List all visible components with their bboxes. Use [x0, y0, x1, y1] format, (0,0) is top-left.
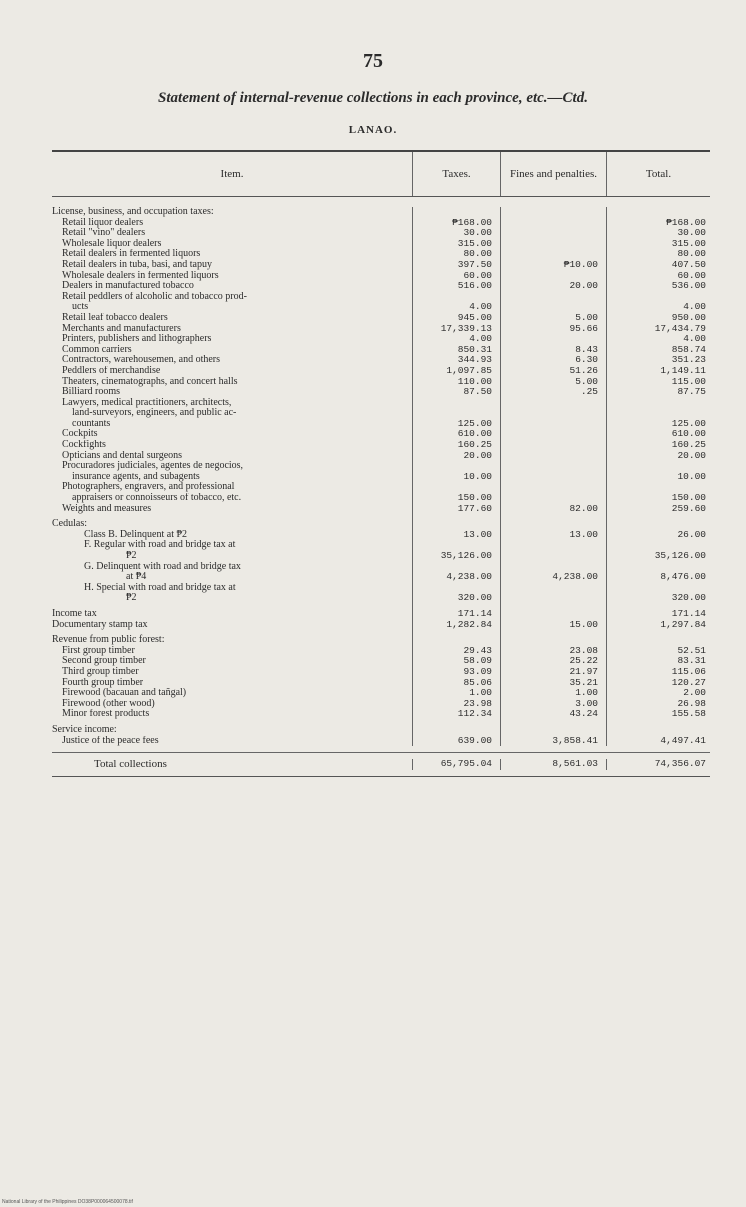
row-fines: 4,238.00: [500, 572, 606, 583]
row-total: [606, 398, 710, 409]
row-fines: 43.24: [500, 709, 606, 720]
row-item: Retail dealers in tuba, basi, and tapuy: [62, 259, 212, 270]
row-taxes: [412, 630, 500, 646]
row-taxes: 1,097.85: [412, 366, 500, 377]
row-taxes: 93.09: [412, 667, 500, 678]
table-header: [52, 152, 710, 197]
row-total: 125.00: [606, 419, 710, 430]
row-fines: 13.00: [500, 530, 606, 541]
table-row: [52, 709, 710, 720]
total-label: Total collections: [94, 759, 167, 770]
table-row: [52, 514, 710, 530]
row-taxes: 610.00: [412, 429, 500, 440]
row-fines: [500, 207, 606, 218]
row-total: 35,126.00: [606, 551, 710, 562]
row-item: Class B. Delinquent at ₱2: [84, 529, 188, 540]
table-row: [52, 313, 710, 324]
table-row: [52, 292, 710, 303]
row-fines: [500, 228, 606, 239]
total-fines: 8,561.03: [500, 759, 606, 770]
row-fines: [500, 593, 606, 604]
row-item: Wholesale dealers in fermented liquors: [62, 270, 219, 281]
row-fines: [500, 451, 606, 462]
row-taxes: 112.34: [412, 709, 500, 720]
table-body: [52, 197, 710, 746]
row-item: Retail dealers in fermented liquors: [62, 249, 201, 260]
row-taxes: [412, 720, 500, 736]
row-total: 20.00: [606, 451, 710, 462]
row-taxes: 1.00: [412, 688, 500, 699]
row-item: G. Delinquent with road and bridge tax: [84, 561, 241, 572]
row-fines: 3,858.41: [500, 736, 606, 747]
table-row: [52, 620, 710, 631]
table-row: [52, 482, 710, 493]
row-item: Cockfights: [62, 440, 106, 451]
row-fines: 95.66: [500, 324, 606, 335]
row-item: Fourth group timber: [62, 677, 144, 688]
row-total: 2.00: [606, 688, 710, 699]
row-taxes: 1,282.84: [412, 620, 500, 631]
row-item: Retail peddlers of alcoholic and tobacco prod-: [62, 291, 247, 302]
table-row: [52, 249, 710, 260]
row-item: Revenue from public forest:: [52, 634, 165, 646]
row-fines: [500, 630, 606, 646]
row-item: Retail leaf tobacco dealers: [62, 312, 168, 323]
row-item: Dealers in manufactured tobacco: [62, 281, 194, 292]
row-fines: [500, 218, 606, 229]
row-item: Merchants and manufacturers: [62, 323, 181, 334]
row-total: 30.00: [606, 228, 710, 239]
header-taxes: Taxes.: [412, 152, 500, 196]
header-item: Item.: [220, 168, 244, 180]
row-taxes: 30.00: [412, 228, 500, 239]
row-item: Lawyers, medical practitioners, architects,: [62, 397, 232, 408]
total-total: 74,356.07: [606, 759, 710, 770]
archive-footer: National Library of the Philippines DO38P000064500078.tif: [2, 1199, 133, 1205]
table-row: [52, 630, 710, 646]
table-row: [52, 720, 710, 736]
row-item: ₱2: [126, 593, 137, 604]
row-taxes: 58.09: [412, 656, 500, 667]
row-total: 610.00: [606, 429, 710, 440]
row-taxes: [412, 514, 500, 530]
row-total: 536.00: [606, 281, 710, 292]
row-taxes: 171.14: [412, 604, 500, 620]
table-row: [52, 228, 710, 239]
row-taxes: 160.25: [412, 440, 500, 451]
table-row: [52, 551, 710, 562]
row-taxes: 17,339.13: [412, 324, 500, 335]
row-item: Firewood (other wood): [62, 698, 155, 709]
row-fines: [500, 461, 606, 472]
row-total: ₱168.00: [606, 218, 710, 229]
row-total: 4.00: [606, 302, 710, 313]
row-fines: 5.00: [500, 377, 606, 388]
row-item: Minor forest products: [62, 709, 150, 720]
row-item: ucts: [72, 302, 89, 313]
row-taxes: 516.00: [412, 281, 500, 292]
table-row: [52, 572, 710, 583]
row-item: H. Special with road and bridge tax at: [84, 582, 236, 593]
table-row: [52, 440, 710, 451]
row-taxes: 397.50: [412, 260, 500, 271]
row-taxes: 320.00: [412, 593, 500, 604]
table-row: [52, 260, 710, 271]
table-row: [52, 593, 710, 604]
row-taxes: 23.98: [412, 699, 500, 710]
row-fines: 3.00: [500, 699, 606, 710]
row-taxes: 945.00: [412, 313, 500, 324]
row-fines: 82.00: [500, 504, 606, 515]
row-total: 115.00: [606, 377, 710, 388]
row-fines: [500, 720, 606, 736]
row-fines: [500, 239, 606, 250]
row-fines: 1.00: [500, 688, 606, 699]
row-fines: [500, 398, 606, 409]
row-total: 52.51: [606, 646, 710, 657]
row-item: appraisers or connoisseurs of tobacco, etc.: [72, 493, 242, 504]
table-row: [52, 271, 710, 282]
row-fines: [500, 514, 606, 530]
table-row: [52, 504, 710, 515]
row-item: First group timber: [62, 645, 135, 656]
row-fines: ₱10.00: [500, 260, 606, 271]
row-total: 60.00: [606, 271, 710, 282]
row-taxes: 20.00: [412, 451, 500, 462]
row-item: Common carriers: [62, 344, 132, 355]
row-total: 315.00: [606, 239, 710, 250]
table-row: [52, 604, 710, 620]
row-total: 259.60: [606, 504, 710, 515]
table-row: [52, 699, 710, 710]
row-item: Justice of the peace fees: [62, 735, 159, 746]
row-item: Firewood (bacauan and tañgal): [62, 688, 187, 699]
table-row: [52, 429, 710, 440]
table-row: [52, 667, 710, 678]
row-fines: 51.26: [500, 366, 606, 377]
row-total: 171.14: [606, 604, 710, 620]
row-taxes: 850.31: [412, 345, 500, 356]
row-fines: [500, 482, 606, 493]
row-fines: 8.43: [500, 345, 606, 356]
row-fines: 6.30: [500, 355, 606, 366]
row-item: Procuradores judiciales, agentes de negocios,: [62, 461, 244, 472]
table-row: [52, 377, 710, 388]
row-fines: [500, 440, 606, 451]
table-row: [52, 540, 710, 551]
row-taxes: 639.00: [412, 736, 500, 747]
row-item: land-surveyors, engineers, and public ac-: [72, 408, 237, 419]
row-total: 155.58: [606, 709, 710, 720]
row-fines: .25: [500, 387, 606, 398]
row-total: 858.74: [606, 345, 710, 356]
table-row: [52, 656, 710, 667]
table-row: [52, 387, 710, 398]
row-item: Cockpits: [62, 429, 98, 440]
table-row: [52, 207, 710, 218]
row-fines: 15.00: [500, 620, 606, 631]
row-taxes: 344.93: [412, 355, 500, 366]
table-row: [52, 302, 710, 313]
header-total: Total.: [606, 152, 710, 196]
row-fines: [500, 551, 606, 562]
row-item: Retail liquor dealers: [62, 217, 144, 228]
row-total: 4,497.41: [606, 736, 710, 747]
row-item: Printers, publishers and lithographers: [62, 334, 212, 345]
table-row: [52, 530, 710, 541]
row-total: 83.31: [606, 656, 710, 667]
row-total: 1,149.11: [606, 366, 710, 377]
row-item: Second group timber: [62, 656, 146, 667]
row-fines: 5.00: [500, 313, 606, 324]
row-total: [606, 630, 710, 646]
row-item: Weights and measures: [62, 503, 152, 514]
row-total: 950.00: [606, 313, 710, 324]
row-taxes: 4,238.00: [412, 572, 500, 583]
row-total: 120.27: [606, 678, 710, 689]
table-row: [52, 461, 710, 472]
row-taxes: 10.00: [412, 472, 500, 483]
row-taxes: 4.00: [412, 334, 500, 345]
row-taxes: 125.00: [412, 419, 500, 430]
row-taxes: 80.00: [412, 249, 500, 260]
row-total: 4.00: [606, 334, 710, 345]
row-total: [606, 207, 710, 218]
row-total: [606, 514, 710, 530]
row-fines: [500, 292, 606, 303]
page-title: Statement of internal-revenue collections in each province, etc.—Ctd.: [158, 90, 588, 106]
row-item: ₱2: [126, 551, 137, 561]
table-row: [52, 736, 710, 747]
row-item: Service income:: [52, 723, 117, 735]
row-item: Contractors, warehousemen, and others: [62, 355, 221, 366]
row-total: 351.23: [606, 355, 710, 366]
row-item: insurance agents, and subagents: [72, 471, 200, 482]
table-row: [52, 366, 710, 377]
row-taxes: [412, 398, 500, 409]
row-total: 407.50: [606, 260, 710, 271]
row-taxes: 29.43: [412, 646, 500, 657]
table-row: [52, 583, 710, 594]
table-row: [52, 419, 710, 430]
row-fines: [500, 419, 606, 430]
row-total: 17,434.79: [606, 324, 710, 335]
row-taxes: 177.60: [412, 504, 500, 515]
row-total: 26.00: [606, 530, 710, 541]
row-total: 8,476.00: [606, 572, 710, 583]
table-row: [52, 355, 710, 366]
table-row: [52, 408, 710, 419]
row-item: License, business, and occupation taxes:: [52, 207, 214, 217]
row-item: Photographers, engravers, and professional: [62, 482, 235, 493]
row-total: 160.25: [606, 440, 710, 451]
row-item: Theaters, cinematographs, and concert halls: [62, 376, 238, 387]
table-row: [52, 678, 710, 689]
row-item: countants: [72, 418, 111, 429]
page-number: 75: [363, 50, 383, 72]
row-item: F. Regular with road and bridge tax at: [84, 540, 236, 551]
row-total: 10.00: [606, 472, 710, 483]
row-item: Documentary stamp tax: [52, 619, 148, 630]
table-row: [52, 688, 710, 699]
row-taxes: 60.00: [412, 271, 500, 282]
row-taxes: 35,126.00: [412, 551, 500, 562]
row-item: at ₱4: [126, 572, 147, 583]
row-total: 150.00: [606, 493, 710, 504]
province-heading: LANAO.: [348, 124, 398, 136]
total-taxes: 65,795.04: [412, 759, 500, 770]
row-taxes: 85.06: [412, 678, 500, 689]
row-taxes: 4.00: [412, 302, 500, 313]
row-item: Billiard rooms: [62, 387, 121, 398]
row-total: 87.75: [606, 387, 710, 398]
row-item: Opticians and dental surgeons: [62, 450, 183, 461]
row-total: 115.06: [606, 667, 710, 678]
row-taxes: ₱168.00: [412, 218, 500, 229]
row-total: 320.00: [606, 593, 710, 604]
row-taxes: 315.00: [412, 239, 500, 250]
table-row: [52, 451, 710, 462]
table-row: [52, 472, 710, 483]
row-item: Income tax: [52, 607, 97, 619]
row-taxes: 13.00: [412, 530, 500, 541]
table-row: [52, 324, 710, 335]
row-item: Retail "vino" dealers: [62, 228, 146, 239]
row-fines: [500, 583, 606, 594]
table-row: [52, 562, 710, 573]
row-total: 80.00: [606, 249, 710, 260]
table-row: [52, 334, 710, 345]
total-row: [52, 752, 710, 776]
table-row: [52, 493, 710, 504]
row-fines: [500, 604, 606, 620]
table-row: [52, 239, 710, 250]
row-fines: [500, 472, 606, 483]
row-fines: [500, 429, 606, 440]
row-fines: [500, 540, 606, 551]
row-fines: 20.00: [500, 281, 606, 292]
table-row: [52, 345, 710, 356]
row-taxes: 110.00: [412, 377, 500, 388]
table-row: [52, 218, 710, 229]
row-fines: [500, 408, 606, 419]
collections-table: [52, 150, 710, 777]
row-fines: 23.08: [500, 646, 606, 657]
row-fines: 25.22: [500, 656, 606, 667]
row-item: Peddlers of merchandise: [62, 365, 161, 376]
row-taxes: 150.00: [412, 493, 500, 504]
row-fines: 35.21: [500, 678, 606, 689]
row-item: Cedulas:: [52, 518, 87, 530]
table-row: [52, 281, 710, 292]
header-fines: Fines and penalties.: [500, 152, 606, 196]
row-taxes: 87.50: [412, 387, 500, 398]
row-total: 26.98: [606, 699, 710, 710]
row-total: 1,297.84: [606, 620, 710, 631]
row-total: [606, 720, 710, 736]
row-item: Wholesale liquor dealers: [62, 238, 162, 249]
row-taxes: [412, 207, 500, 218]
table-row: [52, 646, 710, 657]
row-item: Third group timber: [62, 666, 139, 677]
row-fines: 21.97: [500, 667, 606, 678]
table-row: [52, 398, 710, 409]
